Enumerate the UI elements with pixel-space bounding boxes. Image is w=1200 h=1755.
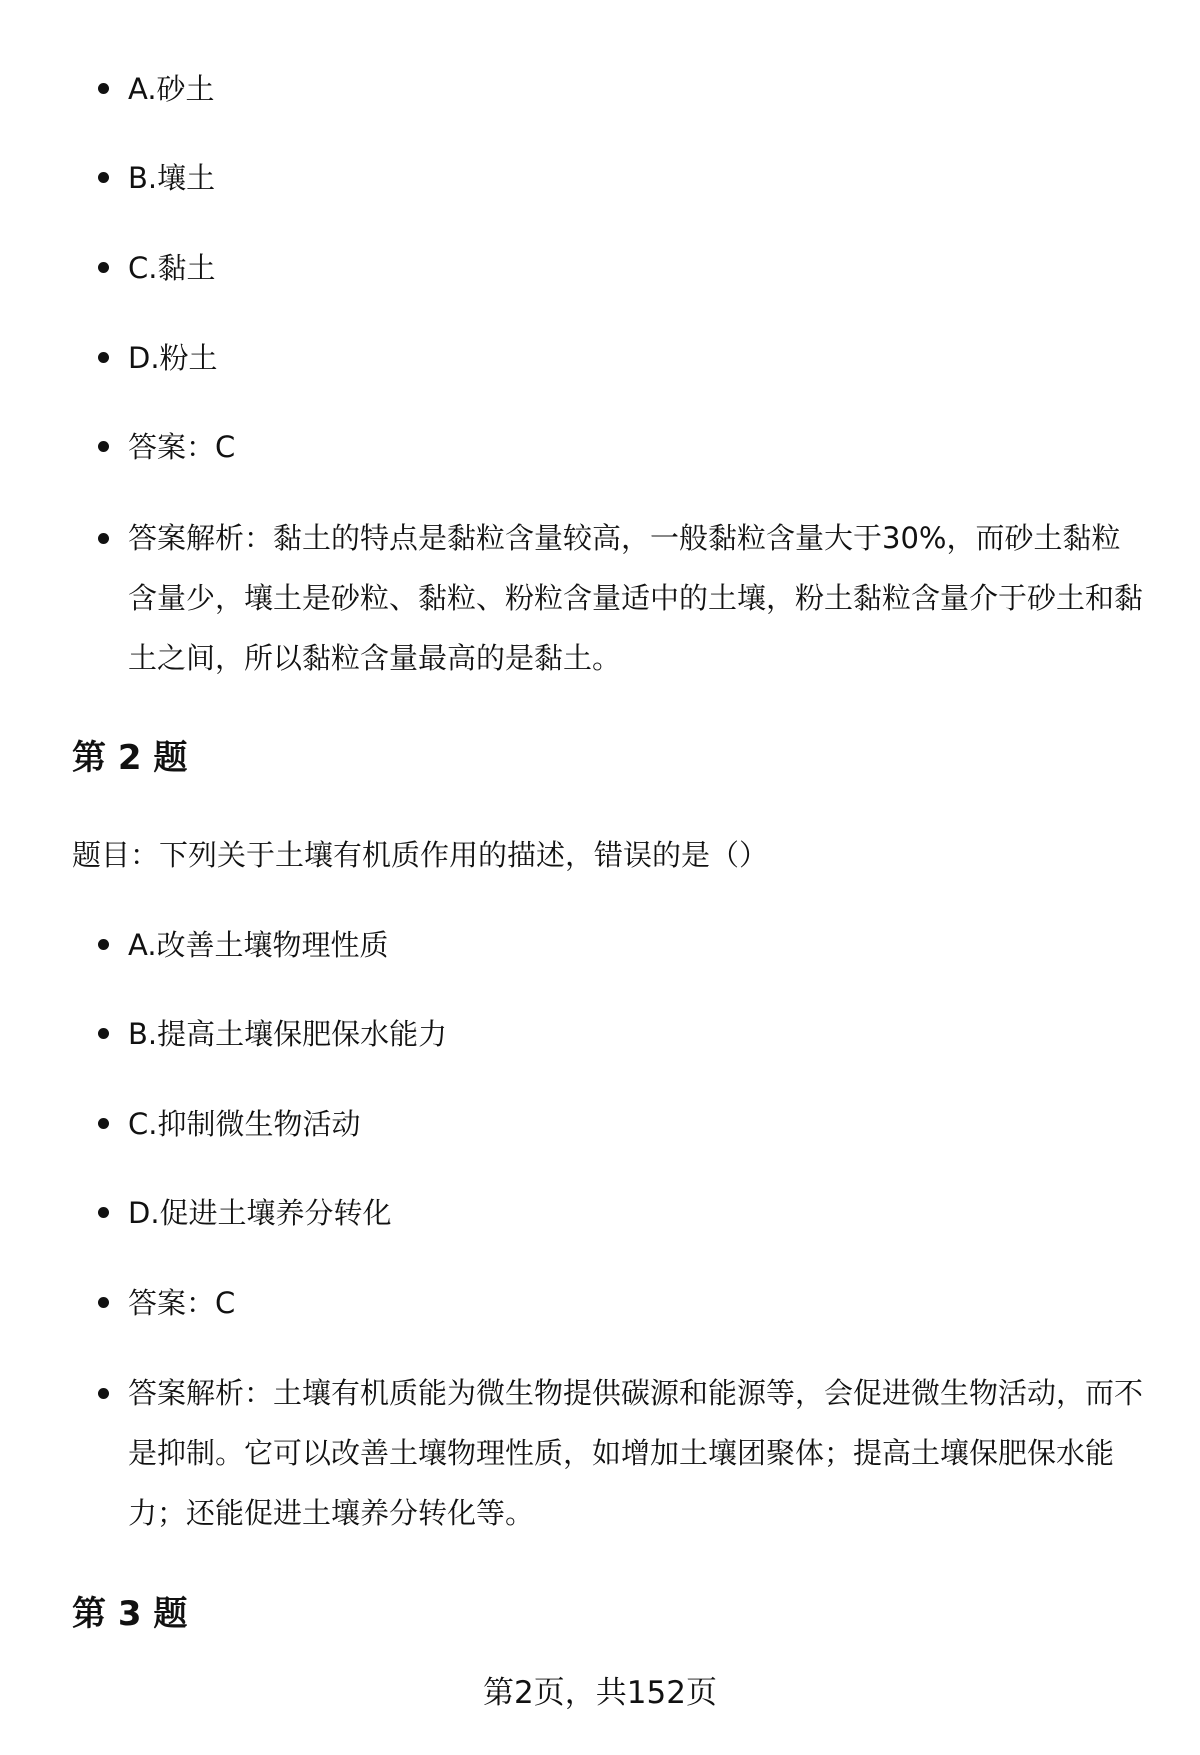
- bullet-icon: [98, 1207, 109, 1218]
- q2-option-b-text: B.提高土壤保肥保水能力: [128, 1017, 448, 1051]
- bullet-icon: [98, 441, 109, 452]
- bullet-icon: [98, 1297, 109, 1308]
- bullet-icon: [98, 172, 109, 183]
- bullet-icon: [98, 1118, 109, 1129]
- bullet-icon: [98, 939, 109, 950]
- bullet-icon: [98, 533, 109, 544]
- q1-option-a-text: A.砂土: [128, 72, 215, 106]
- bullet-icon: [98, 262, 109, 273]
- q2-option-c-text: C.抑制微生物活动: [128, 1107, 361, 1141]
- bullet-icon: [98, 1028, 109, 1039]
- q1-analysis-text: 答案解析：黏土的特点是黏粒含量较高，一般黏粒含量大于30%，而砂土黏粒含量少，壤土是砂粒、黏粒、粉粒含量适中的土壤，粉土黏粒含量介于砂土和黏土之间，所以黏粒含量最高的是黏土。: [128, 521, 1144, 675]
- bullet-icon: [98, 1388, 109, 1399]
- q1-option-c-text: C.黏土: [128, 251, 216, 285]
- q1-answer-text: 答案：C: [128, 430, 236, 464]
- q2-stem: 题目：下列关于土壤有机质作用的描述，错误的是（）: [72, 838, 769, 872]
- q1-option-b-text: B.壤土: [128, 161, 216, 195]
- q2-option-d-text: D.促进土壤养分转化: [128, 1196, 392, 1230]
- q2-answer-text: 答案：C: [128, 1286, 236, 1320]
- q3-heading: 第 3 题: [72, 1594, 188, 1634]
- q1-option-d-text: D.粉土: [128, 341, 218, 375]
- page-number: 第2页，共152页: [483, 1675, 717, 1711]
- q2-option-a-text: A.改善土壤物理性质: [128, 928, 389, 962]
- bullet-icon: [98, 83, 109, 94]
- q2-heading: 第 2 题: [72, 738, 188, 778]
- bullet-icon: [98, 352, 109, 363]
- q2-analysis-text: 答案解析：土壤有机质能为微生物提供碳源和能源等，会促进微生物活动，而不是抑制。它可以改善土壤物理性质，如增加土壤团聚体；提高土壤保肥保水能力；还能促进土壤养分转化等。: [128, 1376, 1144, 1530]
